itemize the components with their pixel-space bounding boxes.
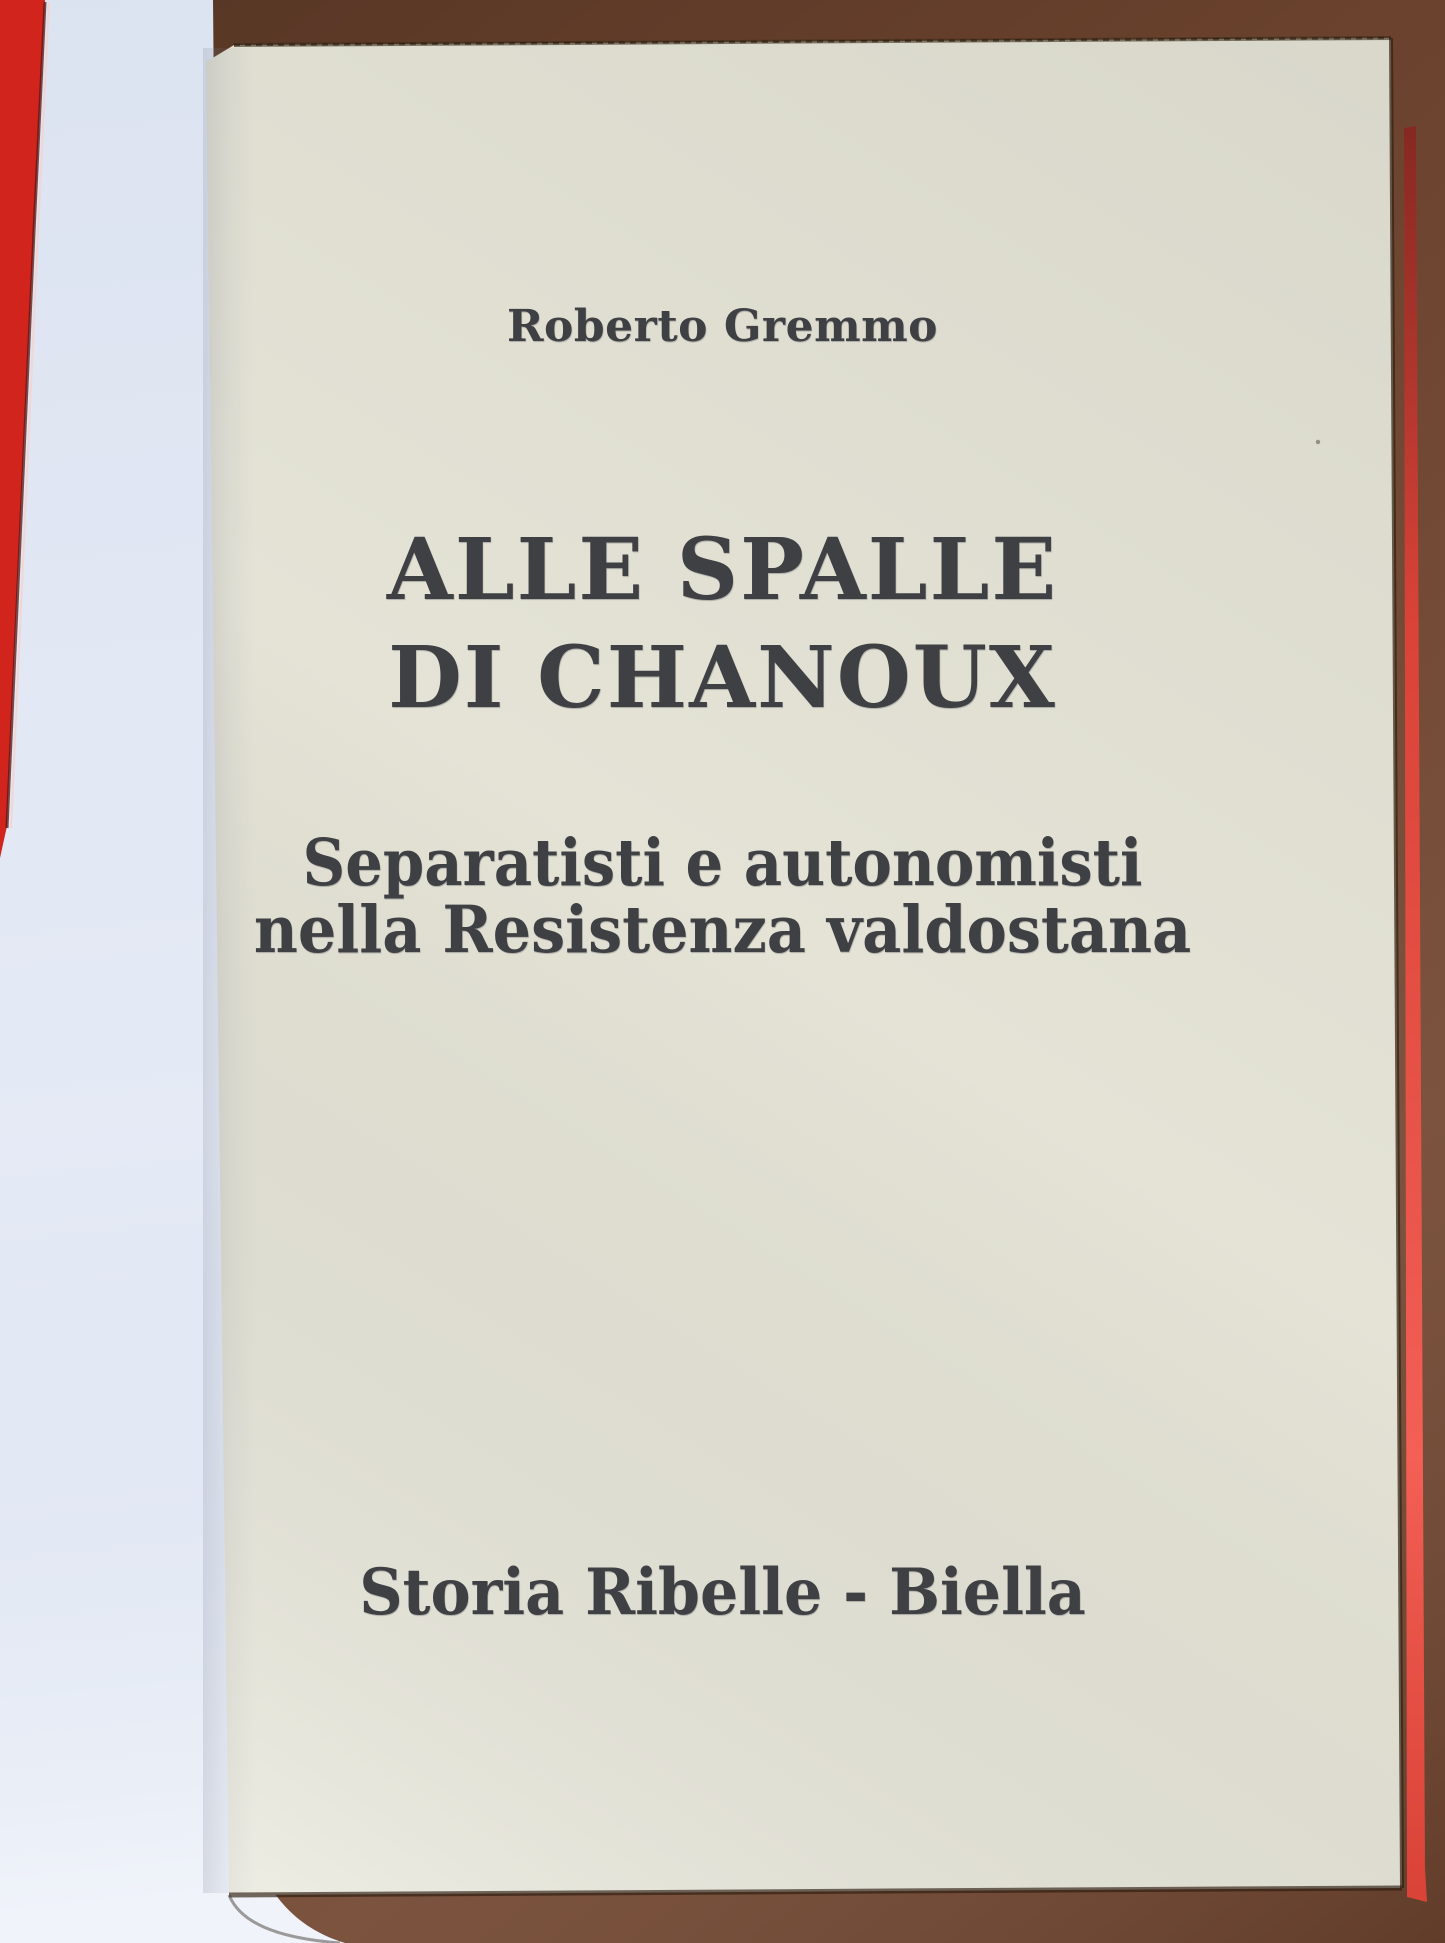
paper-speck — [1316, 440, 1320, 444]
book-subtitle-line-1: Separatisti e autonomisti — [302, 825, 1143, 901]
book-subtitle-line-2: nella Resistenza valdostana — [253, 892, 1192, 968]
book-title-line-2: DI CHANOUX — [388, 628, 1057, 728]
author-name: Roberto Gremmo — [506, 301, 939, 352]
publisher-imprint: Storia Ribelle - Biella — [359, 1555, 1086, 1630]
book-title-line-1: ALLE SPALLE — [386, 520, 1059, 620]
